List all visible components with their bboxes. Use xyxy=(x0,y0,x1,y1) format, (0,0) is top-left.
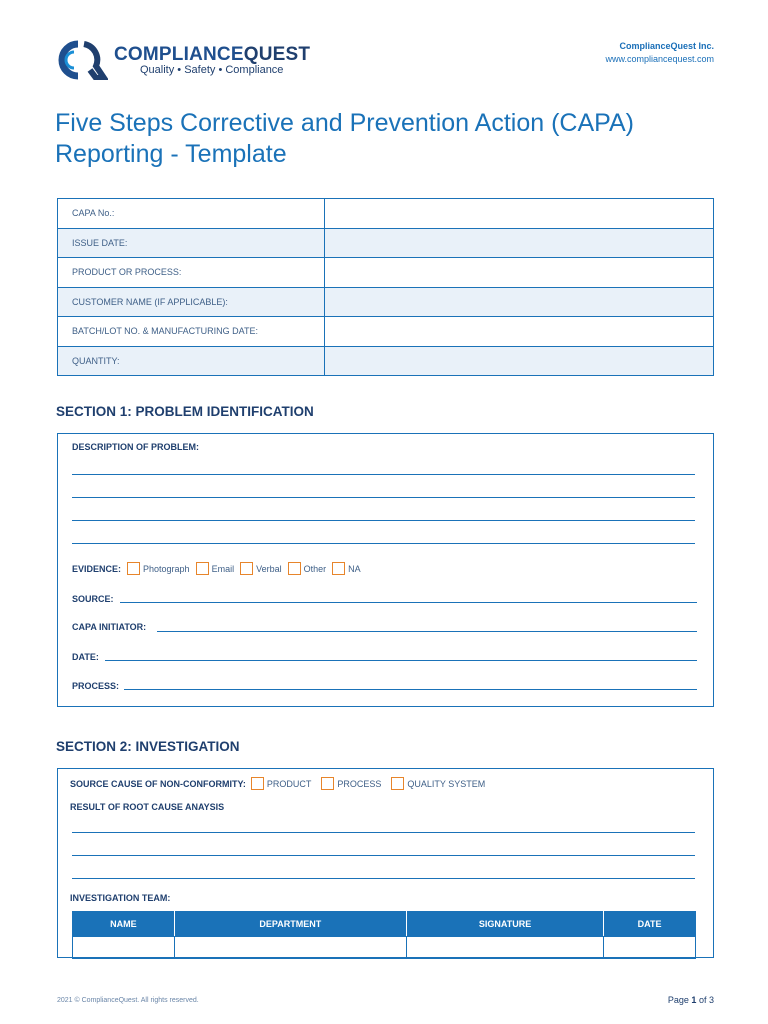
batch-lot-label: BATCH/LOT NO. & MANUFACTURING DATE: xyxy=(58,317,325,347)
table-row xyxy=(58,287,714,317)
table-header-row xyxy=(73,912,696,937)
section-1-title: SECTION 1: PROBLEM IDENTIFICATION xyxy=(56,404,314,419)
checkbox-icon[interactable] xyxy=(332,562,345,575)
checkbox-label: Email xyxy=(211,563,235,574)
logo-wordmark xyxy=(114,44,310,66)
description-label: DESCRIPTION OF PROBLEM: xyxy=(72,442,200,452)
process-label: PROCESS: xyxy=(72,681,120,691)
column-header-date: DATE xyxy=(604,912,696,937)
source-cause-label: SOURCE CAUSE OF NON-CONFORMITY: xyxy=(70,778,246,789)
capa-info-table xyxy=(57,198,714,376)
customer-name-field[interactable] xyxy=(325,287,714,317)
copyright-text: 2021 © ComplianceQuest. All rights reserved. xyxy=(57,997,199,1004)
root-cause-label: RESULT OF ROOT CAUSE ANAYSIS xyxy=(70,802,225,812)
description-line-1[interactable] xyxy=(72,474,695,475)
logo-wordmark-main: COMPLIANCE xyxy=(114,44,244,65)
evidence-label: EVIDENCE: xyxy=(72,563,122,574)
capa-initiator-field[interactable] xyxy=(157,631,697,632)
checkbox-label: PROCESS xyxy=(337,778,382,789)
process-field[interactable] xyxy=(124,689,697,690)
root-cause-line-1[interactable] xyxy=(72,832,695,833)
investigation-box xyxy=(57,768,714,958)
investigation-team-table xyxy=(72,911,696,959)
company-logo xyxy=(56,40,316,80)
table-row xyxy=(58,258,714,288)
checkbox-icon[interactable] xyxy=(251,777,264,790)
page-current: 1 xyxy=(691,995,697,1005)
problem-identification-box xyxy=(57,433,714,707)
team-date-cell[interactable] xyxy=(604,937,696,959)
checkbox-label: Photograph xyxy=(143,563,190,574)
table-row xyxy=(58,346,714,376)
checkbox-label: PRODUCT xyxy=(266,778,312,789)
company-name: ComplianceQuest Inc. xyxy=(619,41,714,51)
column-header-signature: SIGNATURE xyxy=(406,912,603,937)
source-field[interactable] xyxy=(120,602,697,603)
date-field[interactable] xyxy=(105,660,697,661)
evidence-row xyxy=(72,562,367,575)
capa-initiator-label: CAPA INITIATOR: xyxy=(72,622,147,632)
product-process-field[interactable] xyxy=(325,258,714,288)
table-row xyxy=(58,199,714,229)
title-line-1: Five Steps Corrective and Prevention Action (CAPA) xyxy=(55,109,634,137)
root-cause-line-3[interactable] xyxy=(72,878,695,879)
page-total: 3 xyxy=(708,995,714,1005)
document-title xyxy=(55,108,715,170)
team-name-cell[interactable] xyxy=(73,937,175,959)
checkbox-icon[interactable] xyxy=(321,777,334,790)
cause-option-quality-system[interactable] xyxy=(391,777,485,790)
team-department-cell[interactable] xyxy=(174,937,406,959)
page-number xyxy=(668,995,714,1005)
table-row xyxy=(73,937,696,959)
column-header-name: NAME xyxy=(73,912,175,937)
company-url[interactable]: www.compliancequest.com xyxy=(605,54,714,64)
checkbox-icon[interactable] xyxy=(196,562,209,575)
source-label: SOURCE: xyxy=(72,594,114,604)
company-info xyxy=(605,40,714,66)
checkbox-label: Verbal xyxy=(256,563,282,574)
quantity-field[interactable] xyxy=(325,346,714,376)
checkbox-icon[interactable] xyxy=(391,777,404,790)
checkbox-icon[interactable] xyxy=(288,562,301,575)
cause-option-process[interactable] xyxy=(321,777,381,790)
section-2-title: SECTION 2: INVESTIGATION xyxy=(56,739,240,754)
cause-option-product[interactable] xyxy=(251,777,312,790)
quantity-label: QUANTITY: xyxy=(58,346,325,376)
page-separator: of xyxy=(698,995,707,1005)
checkbox-label: NA xyxy=(348,563,361,574)
logo-wordmark-accent: QUEST xyxy=(243,44,311,65)
checkbox-label: Other xyxy=(303,563,327,574)
capa-no-field[interactable] xyxy=(325,199,714,229)
evidence-option-na[interactable] xyxy=(332,562,361,575)
description-line-3[interactable] xyxy=(72,520,695,521)
investigation-team-label: INVESTIGATION TEAM: xyxy=(70,893,171,903)
checkbox-icon[interactable] xyxy=(127,562,140,575)
table-row xyxy=(58,228,714,258)
batch-lot-field[interactable] xyxy=(325,317,714,347)
customer-name-label: CUSTOMER NAME (IF APPLICABLE): xyxy=(58,287,325,317)
evidence-option-other[interactable] xyxy=(288,562,327,575)
logo-tagline: Quality • Safety • Compliance xyxy=(140,64,284,76)
checkbox-label: QUALITY SYSTEM xyxy=(407,778,486,789)
source-cause-row xyxy=(70,777,491,790)
evidence-option-verbal[interactable] xyxy=(240,562,282,575)
cq-logo-icon xyxy=(56,40,108,80)
checkbox-icon[interactable] xyxy=(240,562,253,575)
capa-no-label: CAPA No.: xyxy=(58,199,325,229)
issue-date-label: ISSUE DATE: xyxy=(58,228,325,258)
issue-date-field[interactable] xyxy=(325,228,714,258)
date-label: DATE: xyxy=(72,652,99,662)
title-line-2: Reporting - Template xyxy=(55,140,287,168)
team-signature-cell[interactable] xyxy=(406,937,603,959)
document-header xyxy=(56,40,714,80)
table-row xyxy=(58,317,714,347)
evidence-option-photograph[interactable] xyxy=(127,562,190,575)
description-line-2[interactable] xyxy=(72,497,695,498)
product-process-label: PRODUCT OR PROCESS: xyxy=(58,258,325,288)
column-header-department: DEPARTMENT xyxy=(174,912,406,937)
root-cause-line-2[interactable] xyxy=(72,855,695,856)
evidence-option-email[interactable] xyxy=(196,562,235,575)
description-line-4[interactable] xyxy=(72,543,695,544)
page-prefix: Page xyxy=(667,995,689,1005)
